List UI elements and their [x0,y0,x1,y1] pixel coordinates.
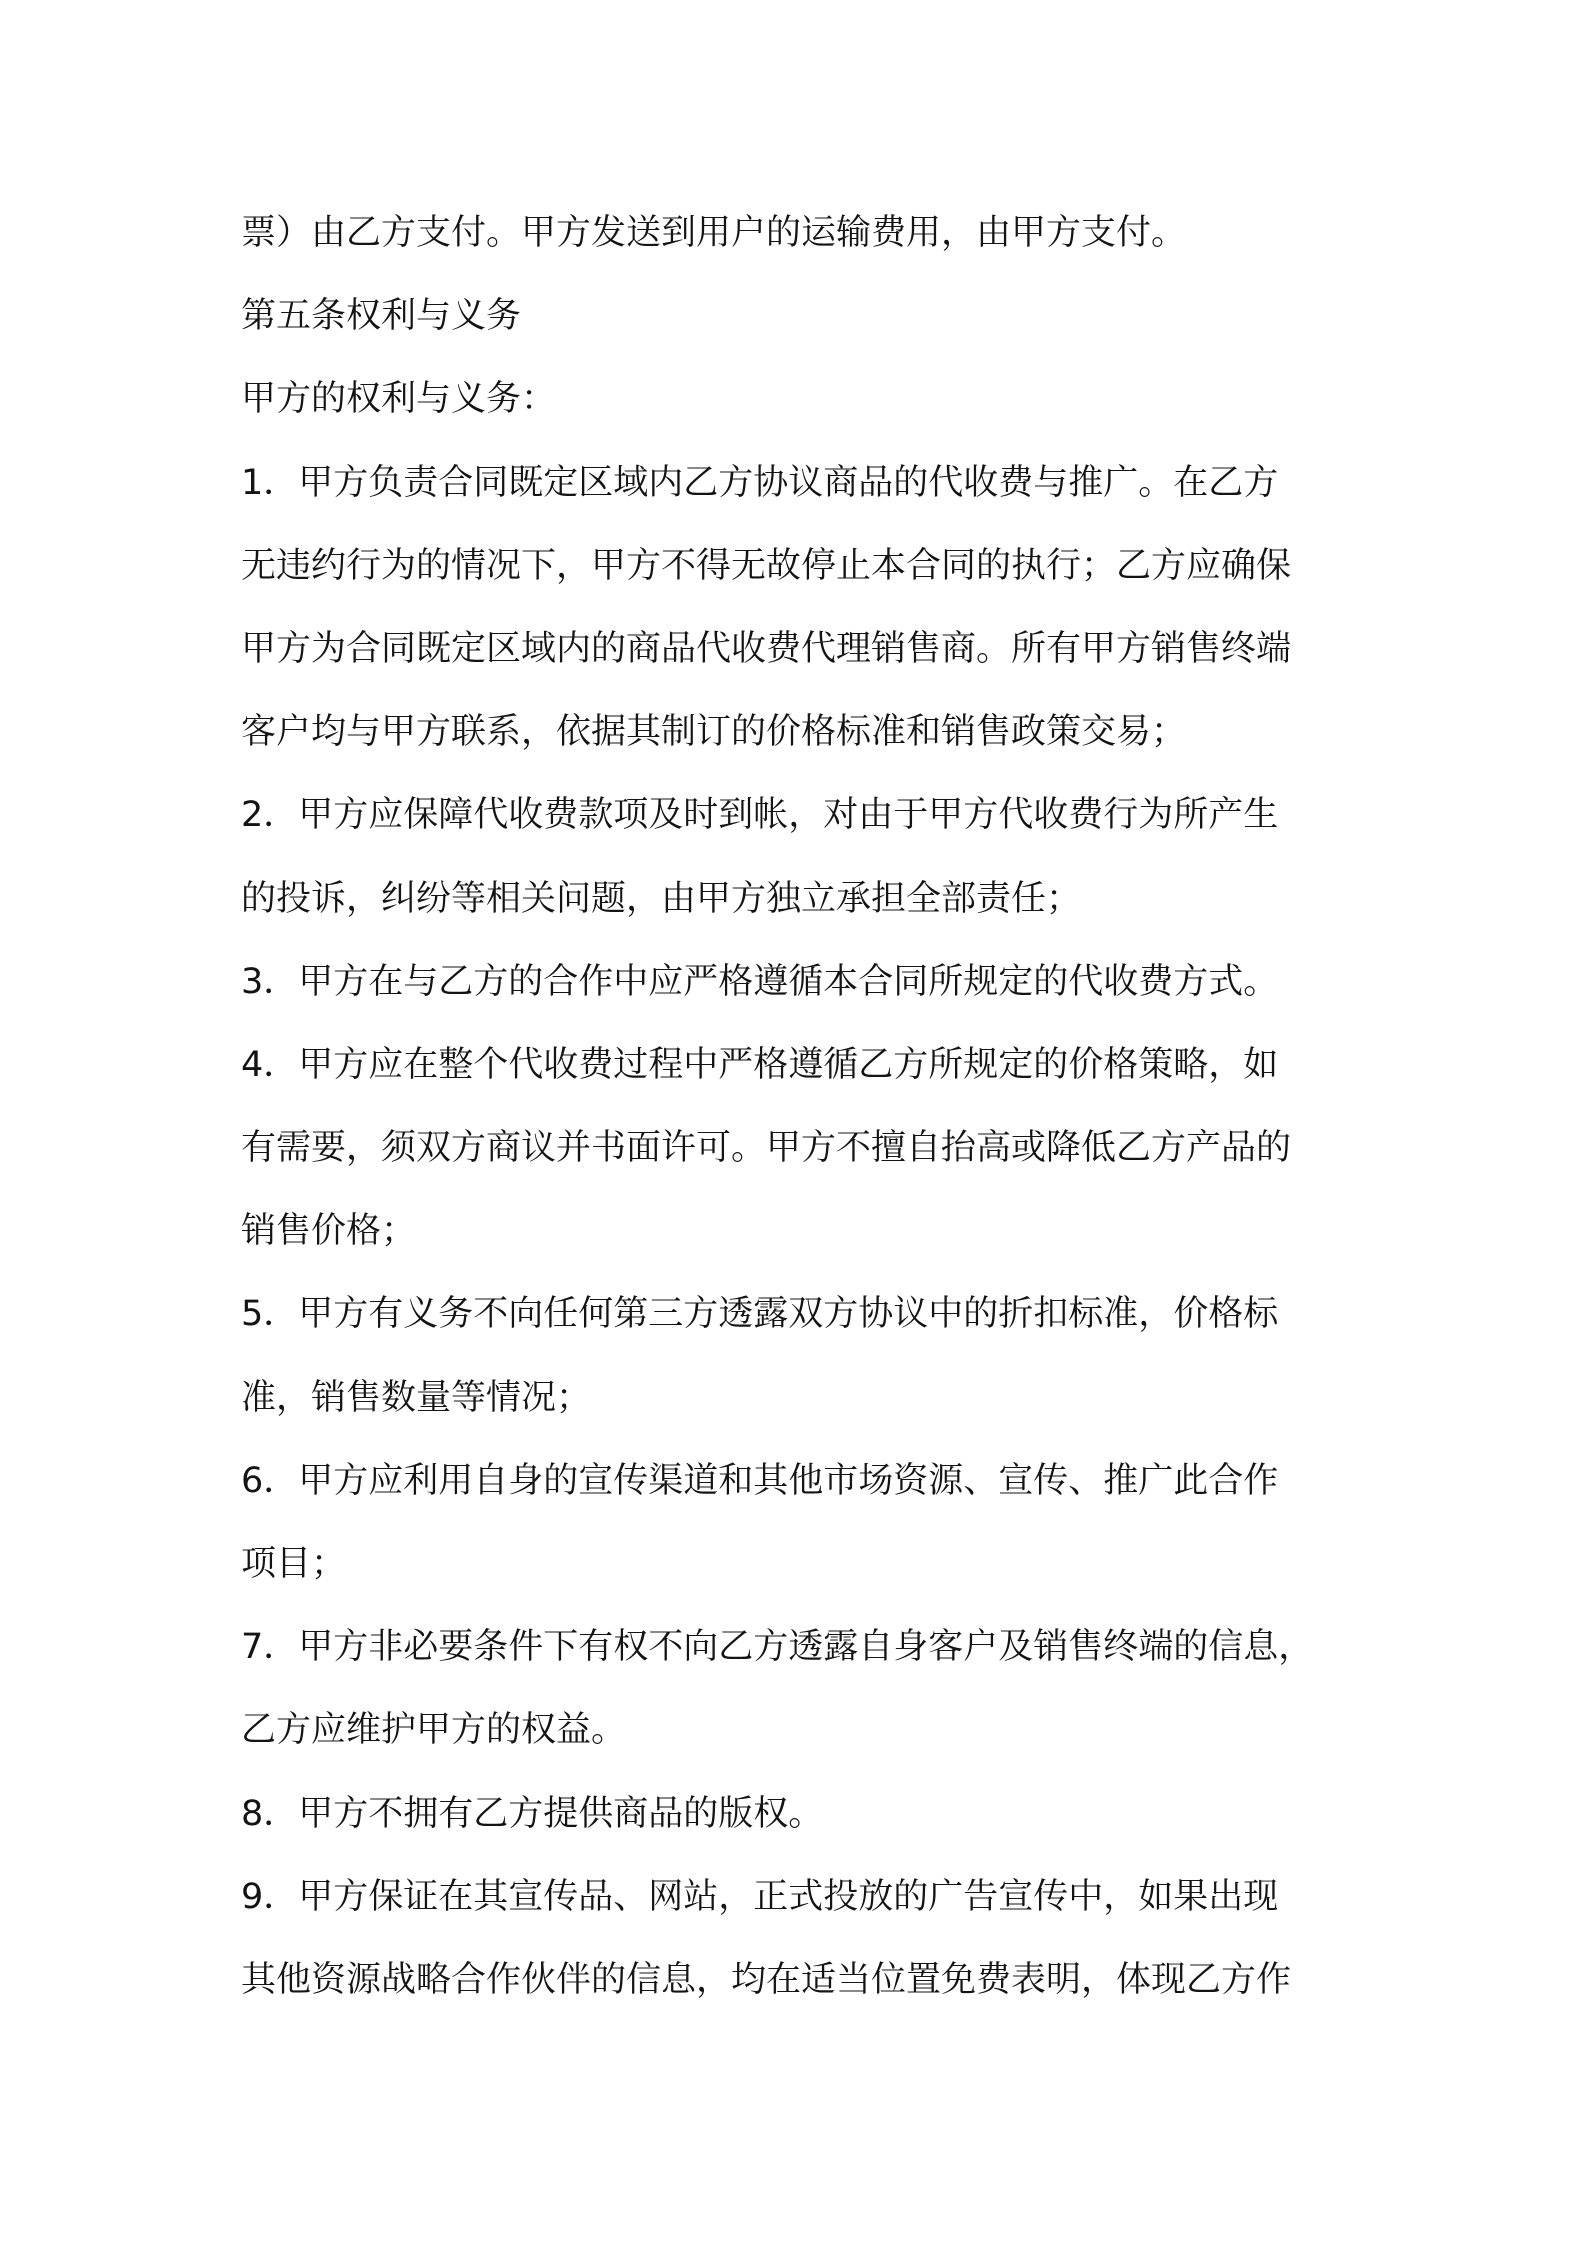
clause-3-line-1: 3．甲方在与乙方的合作中应严格遵循本合同所规定的代收费方式。 [241,961,1279,1002]
clause-7-line-2: 乙方应维护甲方的权益。 [241,1710,627,1751]
clause-1-line-4: 客户均与甲方联系，依据其制订的价格标准和销售政策交易； [241,712,1187,753]
clause-6-line-1: 6．甲方应利用自身的宣传渠道和其他市场资源、宣传、推广此合作 [241,1460,1279,1501]
clause-2-line-2: 的投诉，纠纷等相关问题，由甲方独立承担全部责任； [241,878,1082,919]
clause-4-line-2: 有需要，须双方商议并书面许可。甲方不擅自抬高或降低乙方产品的 [241,1128,1292,1169]
clause-4-line-1: 4．甲方应在整个代收费过程中严格遵循乙方所规定的价格策略，如 [241,1044,1279,1085]
clause-1-line-3: 甲方为合同既定区域内的商品代收费代理销售商。所有甲方销售终端 [241,628,1292,669]
clause-6-line-2: 项目； [241,1544,347,1584]
subsection-heading: 甲方的权利与义务： [241,379,557,420]
clause-5-line-2: 准，销售数量等情况； [241,1377,592,1418]
clause-1-line-2: 无违约行为的情况下，甲方不得无故停止本合同的执行；乙方应确保 [241,545,1292,586]
text-line-continuation: 票）由乙方支付。甲方发送到用户的运输费用，由甲方支付。 [241,213,1187,253]
clause-5-line-1: 5．甲方有义务不向任何第三方透露双方协议中的折扣标准，价格标 [241,1294,1279,1335]
section-heading: 第五条权利与义务 [241,296,522,337]
clause-7-line-1: 7．甲方非必要条件下有权不向乙方透露自身客户及销售终端的信息， [241,1627,1314,1668]
clause-4-line-3: 销售价格； [241,1211,417,1252]
contract-text [241,192,1361,2022]
clause-2-line-1: 2．甲方应保障代收费款项及时到帐，对由于甲方代收费行为所产生 [241,795,1279,836]
clause-9-line-1: 9．甲方保证在其宣传品、网站，正式投放的广告宣传中，如果出现 [241,1876,1279,1917]
clause-8-line-1: 8．甲方不拥有乙方提供商品的版权。 [241,1793,824,1834]
clause-9-line-2: 其他资源战略合作伙伴的信息，均在适当位置免费表明，体现乙方作 [241,1959,1292,2000]
clause-1-line-1: 1．甲方负责合同既定区域内乙方协议商品的代收费与推广。在乙方 [241,462,1279,503]
